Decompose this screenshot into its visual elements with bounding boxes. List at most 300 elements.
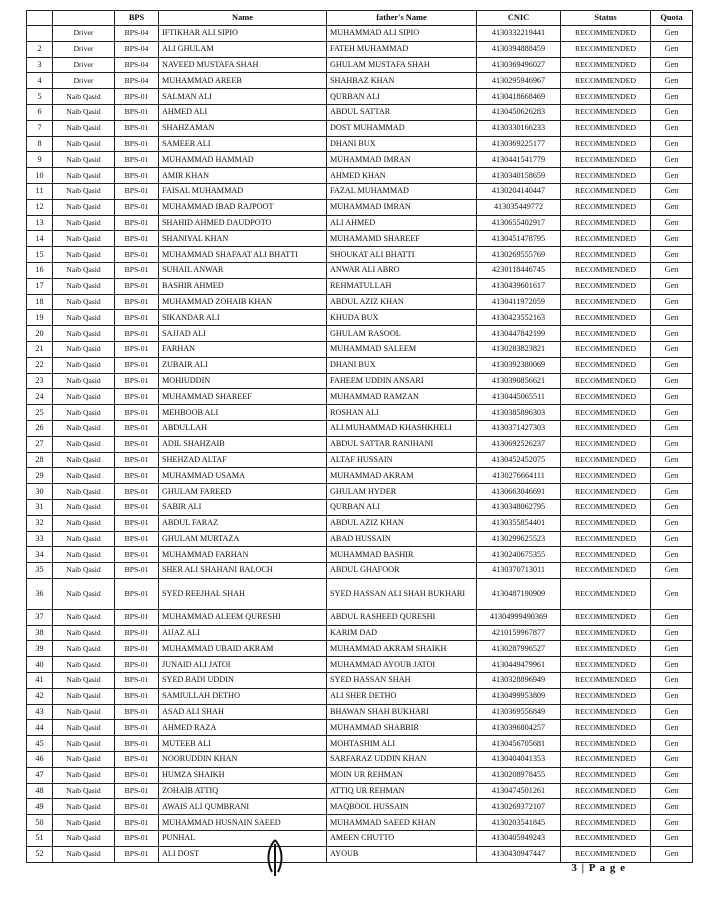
cell-bps: BPS-01	[115, 104, 159, 120]
cell-father-name: GHULAM HYDER	[327, 484, 477, 500]
cell-father-name: MUHAMMAD AKRAM	[327, 468, 477, 484]
cell-father-name: MUHAMMAD AYOUB JATOI	[327, 657, 477, 673]
cell-cnic: 4130474501261	[477, 783, 561, 799]
cell-bps: BPS-01	[115, 199, 159, 215]
cell-status: RECOMMENDED	[561, 688, 651, 704]
cell-designation: Naib Qasid	[53, 357, 115, 373]
cell-name: SAMIULLAH DETHO	[159, 688, 327, 704]
cell-designation: Naib Qasid	[53, 215, 115, 231]
cell-father-name: ABDUL SATTAR RANJHANI	[327, 436, 477, 452]
cell-quota: Gen	[651, 310, 693, 326]
cell-sr: 16	[27, 262, 53, 278]
cell-father-name: MUHAMMAD IMRAN	[327, 152, 477, 168]
cell-name: AWAIS ALI QUMBRANI	[159, 799, 327, 815]
table-row	[27, 310, 693, 326]
cell-quota: Gen	[651, 136, 693, 152]
cell-designation: Naib Qasid	[53, 484, 115, 500]
table-row	[27, 704, 693, 720]
cell-bps: BPS-01	[115, 310, 159, 326]
cell-sr: 33	[27, 531, 53, 547]
cell-sr: 29	[27, 468, 53, 484]
cell-sr: 24	[27, 389, 53, 405]
cell-designation: Naib Qasid	[53, 563, 115, 579]
cell-designation: Naib Qasid	[53, 452, 115, 468]
cell-cnic: 4130299625523	[477, 531, 561, 547]
cell-name: AHMED RAZA	[159, 720, 327, 736]
cell-father-name: MAQBOOL HUSSAIN	[327, 799, 477, 815]
cell-cnic: 4130396804257	[477, 720, 561, 736]
cell-sr: 51	[27, 831, 53, 847]
cell-status: RECOMMENDED	[561, 41, 651, 57]
cell-status: RECOMMENDED	[561, 515, 651, 531]
cell-bps: BPS-01	[115, 294, 159, 310]
cell-status: RECOMMENDED	[561, 736, 651, 752]
cell-bps: BPS-01	[115, 531, 159, 547]
cell-name: MUHAMMAD AREEB	[159, 73, 327, 89]
cell-sr: 30	[27, 484, 53, 500]
cell-status: RECOMMENDED	[561, 89, 651, 105]
cell-status: RECOMMENDED	[561, 199, 651, 215]
table-row	[27, 531, 693, 547]
cell-quota: Gen	[651, 231, 693, 247]
cell-father-name: GHULAM RASOOL	[327, 326, 477, 342]
table-row	[27, 136, 693, 152]
cell-status: RECOMMENDED	[561, 183, 651, 199]
cell-sr: 48	[27, 783, 53, 799]
table-row	[27, 831, 693, 847]
cell-quota: Gen	[651, 736, 693, 752]
cell-bps: BPS-01	[115, 436, 159, 452]
cell-designation: Naib Qasid	[53, 704, 115, 720]
cell-bps: BPS-01	[115, 89, 159, 105]
cell-father-name: DHANI BUX	[327, 136, 477, 152]
cell-designation: Driver	[53, 41, 115, 57]
cell-name: ADIL SHAHZAIB	[159, 436, 327, 452]
cell-father-name: ABDUL RASHEED QURESHI	[327, 609, 477, 625]
cell-designation: Naib Qasid	[53, 120, 115, 136]
cell-quota: Gen	[651, 563, 693, 579]
cell-sr: 37	[27, 609, 53, 625]
cell-cnic: 4130348062795	[477, 499, 561, 515]
cell-name: MUHAMMAD IBAD RAJPOOT	[159, 199, 327, 215]
cell-sr: 28	[27, 452, 53, 468]
cell-cnic: 4130330166233	[477, 120, 561, 136]
cell-father-name: GHULAM MUSTAFA SHAH	[327, 57, 477, 73]
cell-name: FAISAL MUHAMMAD	[159, 183, 327, 199]
cell-cnic: 4130487190909	[477, 578, 561, 609]
cell-bps: BPS-01	[115, 484, 159, 500]
cell-sr: 21	[27, 341, 53, 357]
table-row	[27, 799, 693, 815]
cell-name: MUHAMMAD HUSNAIN SAEED	[159, 815, 327, 831]
cell-quota: Gen	[651, 341, 693, 357]
cell-status: RECOMMENDED	[561, 704, 651, 720]
cell-cnic: 4130663046691	[477, 484, 561, 500]
table-row	[27, 405, 693, 421]
table-row	[27, 484, 693, 500]
cell-quota: Gen	[651, 104, 693, 120]
cell-quota: Gen	[651, 846, 693, 862]
cell-cnic: 4130449479961	[477, 657, 561, 673]
cell-sr: 8	[27, 136, 53, 152]
cell-bps: BPS-01	[115, 657, 159, 673]
cell-bps: BPS-01	[115, 547, 159, 563]
cell-cnic: 4130392380069	[477, 357, 561, 373]
cell-designation: Naib Qasid	[53, 152, 115, 168]
cell-designation: Naib Qasid	[53, 373, 115, 389]
cell-status: RECOMMENDED	[561, 136, 651, 152]
cell-status: RECOMMENDED	[561, 215, 651, 231]
cell-designation: Naib Qasid	[53, 657, 115, 673]
cell-sr: 47	[27, 767, 53, 783]
cell-quota: Gen	[651, 326, 693, 342]
header-designation	[53, 11, 115, 26]
cell-quota: Gen	[651, 215, 693, 231]
cell-designation: Naib Qasid	[53, 578, 115, 609]
cell-status: RECOMMENDED	[561, 752, 651, 768]
table-row	[27, 357, 693, 373]
cell-status: RECOMMENDED	[561, 278, 651, 294]
cell-name: MUHAMMAD HAMMAD	[159, 152, 327, 168]
cell-designation: Naib Qasid	[53, 405, 115, 421]
cell-status: RECOMMENDED	[561, 767, 651, 783]
cell-father-name: ALTAF HUSSAIN	[327, 452, 477, 468]
cell-designation: Naib Qasid	[53, 609, 115, 625]
cell-bps: BPS-01	[115, 152, 159, 168]
cell-sr: 15	[27, 247, 53, 263]
cell-cnic: 4130655402917	[477, 215, 561, 231]
merit-list-table	[26, 10, 693, 863]
cell-designation: Naib Qasid	[53, 720, 115, 736]
cell-name: ALI DOST	[159, 846, 327, 862]
table-row	[27, 578, 693, 609]
table-row	[27, 657, 693, 673]
cell-quota: Gen	[651, 405, 693, 421]
cell-quota: Gen	[651, 168, 693, 184]
cell-cnic: 4230118446745	[477, 262, 561, 278]
cell-quota: Gen	[651, 436, 693, 452]
cell-bps: BPS-01	[115, 815, 159, 831]
cell-bps: BPS-04	[115, 26, 159, 42]
cell-name: BASHIR AHMED	[159, 278, 327, 294]
cell-name: SHAHID AHMED DAUDPOTO	[159, 215, 327, 231]
cell-sr: 22	[27, 357, 53, 373]
cell-status: RECOMMENDED	[561, 389, 651, 405]
cell-quota: Gen	[651, 704, 693, 720]
cell-name: MOHIUDDIN	[159, 373, 327, 389]
cell-father-name: MUHAMMAD SAEED KHAN	[327, 815, 477, 831]
cell-quota: Gen	[651, 547, 693, 563]
table-row	[27, 57, 693, 73]
table-row	[27, 752, 693, 768]
table-row	[27, 262, 693, 278]
cell-designation: Naib Qasid	[53, 326, 115, 342]
cell-cnic: 4130390856621	[477, 373, 561, 389]
cell-bps: BPS-01	[115, 120, 159, 136]
cell-bps: BPS-01	[115, 373, 159, 389]
table-row	[27, 673, 693, 689]
header-name: Name	[159, 11, 327, 26]
cell-sr: 5	[27, 89, 53, 105]
table-row	[27, 373, 693, 389]
cell-name: ASAD ALI SHAH	[159, 704, 327, 720]
cell-sr: 3	[27, 57, 53, 73]
cell-quota: Gen	[651, 578, 693, 609]
table-row	[27, 41, 693, 57]
cell-bps: BPS-04	[115, 57, 159, 73]
cell-designation: Naib Qasid	[53, 294, 115, 310]
cell-name: MUHAMMAD ALEEM QURESHI	[159, 609, 327, 625]
cell-bps: BPS-01	[115, 783, 159, 799]
cell-cnic: 4130208978455	[477, 767, 561, 783]
header-father-name: father's Name	[327, 11, 477, 26]
header-sr	[27, 11, 53, 26]
cell-cnic: 4130369556849	[477, 704, 561, 720]
cell-designation: Naib Qasid	[53, 846, 115, 862]
cell-designation: Naib Qasid	[53, 783, 115, 799]
cell-quota: Gen	[651, 89, 693, 105]
cell-bps: BPS-01	[115, 609, 159, 625]
table-row	[27, 26, 693, 42]
cell-cnic: 4130370713011	[477, 563, 561, 579]
cell-father-name: SYED HASSAN SHAH	[327, 673, 477, 689]
cell-father-name: KHUDA BUX	[327, 310, 477, 326]
cell-sr: 17	[27, 278, 53, 294]
cell-sr: 13	[27, 215, 53, 231]
cell-status: RECOMMENDED	[561, 57, 651, 73]
cell-sr: 50	[27, 815, 53, 831]
table-row	[27, 341, 693, 357]
table-row	[27, 515, 693, 531]
cell-quota: Gen	[651, 499, 693, 515]
cell-sr: 31	[27, 499, 53, 515]
cell-cnic: 4130204140447	[477, 183, 561, 199]
cell-sr: 14	[27, 231, 53, 247]
cell-father-name: SYED HASSAN ALI SHAH BUKHARI	[327, 578, 477, 609]
cell-status: RECOMMENDED	[561, 641, 651, 657]
cell-sr: 27	[27, 436, 53, 452]
cell-status: RECOMMENDED	[561, 26, 651, 42]
cell-bps: BPS-01	[115, 563, 159, 579]
cell-status: RECOMMENDED	[561, 373, 651, 389]
cell-designation: Naib Qasid	[53, 673, 115, 689]
cell-father-name: SHAHBAZ KHAN	[327, 73, 477, 89]
cell-name: MUHAMMAD USAMA	[159, 468, 327, 484]
cell-name: SYED REEJHAL SHAH	[159, 578, 327, 609]
cell-quota: Gen	[651, 515, 693, 531]
cell-sr: 43	[27, 704, 53, 720]
cell-status: RECOMMENDED	[561, 405, 651, 421]
cell-cnic: 4130692526237	[477, 436, 561, 452]
cell-status: RECOMMENDED	[561, 831, 651, 847]
cell-cnic: 4130385896303	[477, 405, 561, 421]
cell-bps: BPS-01	[115, 846, 159, 862]
cell-quota: Gen	[651, 357, 693, 373]
cell-father-name: MUHAMMAD RAMZAN	[327, 389, 477, 405]
table-row	[27, 231, 693, 247]
cell-bps: BPS-01	[115, 515, 159, 531]
cell-status: RECOMMENDED	[561, 609, 651, 625]
cell-sr: 6	[27, 104, 53, 120]
cell-name: SAJJAD ALI	[159, 326, 327, 342]
cell-quota: Gen	[651, 26, 693, 42]
cell-status: RECOMMENDED	[561, 357, 651, 373]
cell-name: MUHAMMAD SHAFAAT ALI BHATTI	[159, 247, 327, 263]
cell-father-name: MUHAMMAD SALEEM	[327, 341, 477, 357]
table-row	[27, 168, 693, 184]
cell-cnic: 4130451478795	[477, 231, 561, 247]
cell-cnic: 4130269555769	[477, 247, 561, 263]
cell-bps: BPS-01	[115, 578, 159, 609]
cell-bps: BPS-01	[115, 736, 159, 752]
cell-cnic: 4130328896949	[477, 673, 561, 689]
cell-sr: 34	[27, 547, 53, 563]
cell-status: RECOMMENDED	[561, 152, 651, 168]
cell-status: RECOMMENDED	[561, 120, 651, 136]
cell-status: RECOMMENDED	[561, 420, 651, 436]
table-row	[27, 736, 693, 752]
cell-father-name: AYOUB	[327, 846, 477, 862]
cell-quota: Gen	[651, 673, 693, 689]
cell-cnic: 4130369496027	[477, 57, 561, 73]
table-row	[27, 152, 693, 168]
cell-quota: Gen	[651, 767, 693, 783]
cell-cnic: 4130276664111	[477, 468, 561, 484]
cell-cnic: 4130203541845	[477, 815, 561, 831]
cell-designation: Naib Qasid	[53, 752, 115, 768]
cell-sr: 40	[27, 657, 53, 673]
cell-father-name: MUHAMMAD AKRAM SHAIKH	[327, 641, 477, 657]
cell-quota: Gen	[651, 183, 693, 199]
cell-name: FARHAN	[159, 341, 327, 357]
table-row	[27, 120, 693, 136]
cell-name: AHMED ALI	[159, 104, 327, 120]
cell-quota: Gen	[651, 389, 693, 405]
cell-designation: Naib Qasid	[53, 89, 115, 105]
cell-designation: Naib Qasid	[53, 815, 115, 831]
cell-name: ZUBAIR ALI	[159, 357, 327, 373]
cell-father-name: ALI AHMED	[327, 215, 477, 231]
cell-name: SAMEER ALI	[159, 136, 327, 152]
cell-status: RECOMMENDED	[561, 262, 651, 278]
cell-bps: BPS-01	[115, 278, 159, 294]
cell-father-name: ABDUL AZIZ KHAN	[327, 294, 477, 310]
cell-quota: Gen	[651, 484, 693, 500]
cell-sr: 25	[27, 405, 53, 421]
cell-name: MUHAMMAD ZOHAIB KHAN	[159, 294, 327, 310]
cell-designation: Naib Qasid	[53, 231, 115, 247]
cell-quota: Gen	[651, 688, 693, 704]
cell-designation: Naib Qasid	[53, 641, 115, 657]
table-row	[27, 609, 693, 625]
cell-cnic: 4130447842199	[477, 326, 561, 342]
cell-designation: Naib Qasid	[53, 183, 115, 199]
table-row	[27, 294, 693, 310]
cell-bps: BPS-01	[115, 231, 159, 247]
cell-status: RECOMMENDED	[561, 625, 651, 641]
cell-designation: Naib Qasid	[53, 736, 115, 752]
cell-bps: BPS-01	[115, 767, 159, 783]
cell-name: SHER ALI SHAHANI BALOCH	[159, 563, 327, 579]
cell-designation: Naib Qasid	[53, 341, 115, 357]
cell-bps: BPS-01	[115, 420, 159, 436]
cell-quota: Gen	[651, 783, 693, 799]
cell-sr: 49	[27, 799, 53, 815]
cell-father-name: SHOUKAT ALI BHATTI	[327, 247, 477, 263]
cell-bps: BPS-01	[115, 215, 159, 231]
cell-quota: Gen	[651, 657, 693, 673]
cell-bps: BPS-01	[115, 405, 159, 421]
table-row	[27, 215, 693, 231]
cell-cnic: 4130439601617	[477, 278, 561, 294]
cell-sr: 9	[27, 152, 53, 168]
cell-bps: BPS-01	[115, 326, 159, 342]
header-bps: BPS	[115, 11, 159, 26]
header-quota: Quota	[651, 11, 693, 26]
cell-name: ABDULLAH	[159, 420, 327, 436]
cell-father-name: ATTIQ UR REHMAN	[327, 783, 477, 799]
table-row	[27, 641, 693, 657]
cell-cnic: 4130450626283	[477, 104, 561, 120]
table-row	[27, 499, 693, 515]
cell-name: ZOHAIB ATTIQ	[159, 783, 327, 799]
cell-bps: BPS-01	[115, 168, 159, 184]
cell-cnic: 4130394888459	[477, 41, 561, 57]
cell-bps: BPS-01	[115, 357, 159, 373]
cell-name: GHULAM MURTAZA	[159, 531, 327, 547]
cell-bps: BPS-01	[115, 688, 159, 704]
cell-quota: Gen	[651, 41, 693, 57]
cell-status: RECOMMENDED	[561, 499, 651, 515]
cell-quota: Gen	[651, 373, 693, 389]
cell-status: RECOMMENDED	[561, 846, 651, 862]
cell-cnic: 4130371427303	[477, 420, 561, 436]
page-number: 3 | P a g e	[571, 862, 626, 874]
cell-father-name: MUHAMAMD SHAREEF	[327, 231, 477, 247]
cell-designation: Naib Qasid	[53, 310, 115, 326]
cell-sr: 35	[27, 563, 53, 579]
cell-status: RECOMMENDED	[561, 341, 651, 357]
cell-cnic: 4130423552163	[477, 310, 561, 326]
cell-name: SABIR ALI	[159, 499, 327, 515]
table-row	[27, 389, 693, 405]
cell-status: RECOMMENDED	[561, 231, 651, 247]
cell-name: PUNHAL	[159, 831, 327, 847]
table-row	[27, 783, 693, 799]
cell-status: RECOMMENDED	[561, 168, 651, 184]
cell-bps: BPS-01	[115, 341, 159, 357]
table-row	[27, 420, 693, 436]
cell-status: RECOMMENDED	[561, 815, 651, 831]
cell-designation: Driver	[53, 73, 115, 89]
cell-cnic: 4130287996527	[477, 641, 561, 657]
cell-status: RECOMMENDED	[561, 468, 651, 484]
cell-status: RECOMMENDED	[561, 578, 651, 609]
cell-status: RECOMMENDED	[561, 673, 651, 689]
cell-name: MUHAMMAD FARHAN	[159, 547, 327, 563]
cell-designation: Driver	[53, 26, 115, 42]
cell-cnic: 4130418668469	[477, 89, 561, 105]
cell-designation: Naib Qasid	[53, 688, 115, 704]
cell-father-name: MUHAMMAD ALI SIPIO	[327, 26, 477, 42]
cell-name: MUHAMMAD SHAREEF	[159, 389, 327, 405]
cell-father-name: MUHAMMAD SHABBIR	[327, 720, 477, 736]
cell-father-name: ROSHAN ALI	[327, 405, 477, 421]
cell-name: NAVEED MUSTAFA SHAH	[159, 57, 327, 73]
cell-quota: Gen	[651, 420, 693, 436]
table-row	[27, 846, 693, 862]
cell-designation: Naib Qasid	[53, 278, 115, 294]
